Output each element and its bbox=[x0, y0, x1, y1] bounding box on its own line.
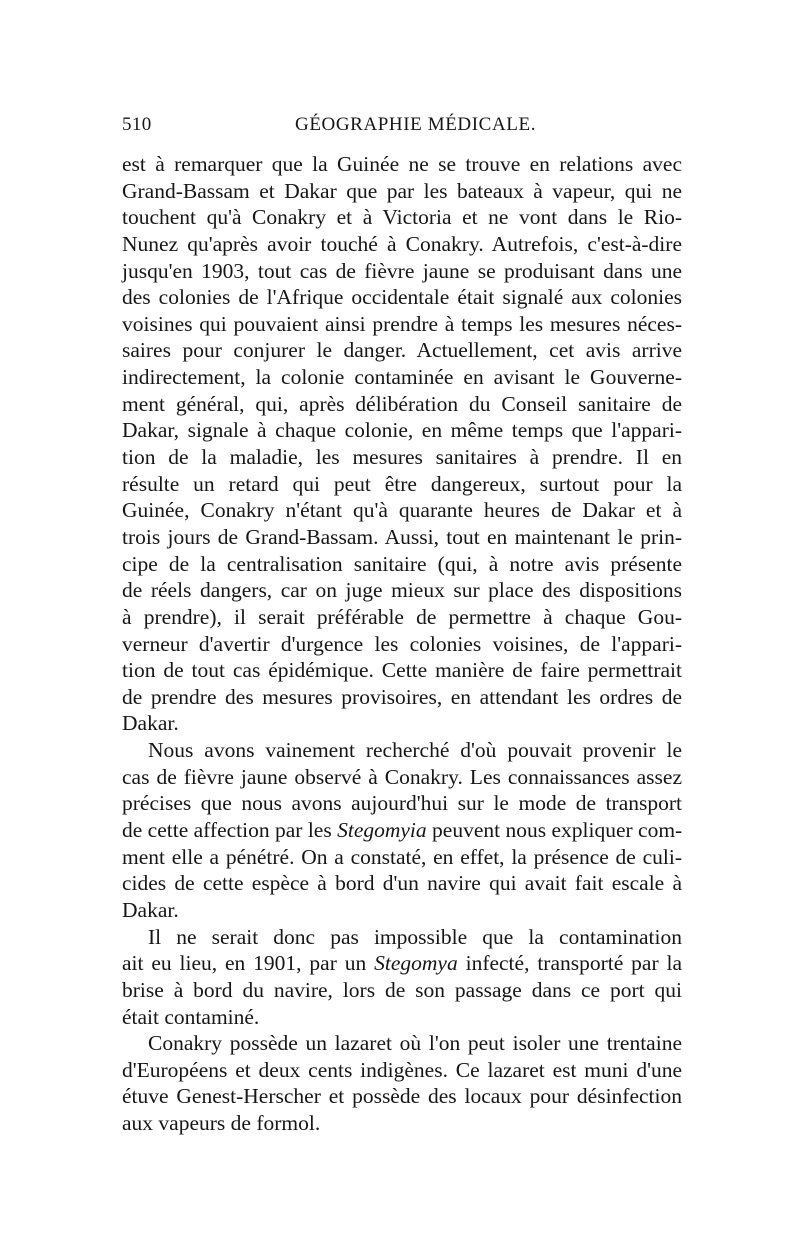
text-line: saires pour conjurer le danger. Actuellement, cet avis arrive bbox=[122, 338, 682, 363]
text-line: aux vapeurs de formol. bbox=[122, 1111, 321, 1136]
text-line: des colonies de l'Afrique occidentale était signalé aux colonies bbox=[122, 285, 682, 310]
running-header bbox=[122, 114, 682, 142]
text-line: voisines qui pouvaient ainsi prendre à temps les mesures néces- bbox=[122, 311, 682, 336]
text-line: Dakar, signale à chaque colonie, en même temps que l'appari- bbox=[122, 418, 682, 443]
text-line: était contaminé. bbox=[122, 1004, 260, 1029]
text-line: Nunez qu'après avoir touché à Conakry. Autrefois, c'est-à-dire bbox=[122, 231, 682, 256]
text-line: ment général, qui, après délibération du Conseil sanitaire de bbox=[122, 391, 682, 416]
text-line bbox=[122, 950, 682, 977]
text-line bbox=[122, 817, 682, 844]
text-run: de cette affection par les bbox=[122, 818, 338, 843]
text-line: de réels dangers, car on juge mieux sur place des dispositions bbox=[122, 578, 682, 603]
text-line: ment elle a pénétré. On a constaté, en effet, la présence de culi- bbox=[122, 844, 682, 869]
text-line: Nous avons vainement recherché d'où pouvait provenir le bbox=[148, 738, 682, 763]
text-line: étuve Genest-Herscher et possède des locaux pour désinfection bbox=[122, 1084, 682, 1109]
body-text bbox=[122, 151, 682, 1137]
text-line: cipe de la centralisation sanitaire (qui, à notre avis présente bbox=[122, 551, 682, 576]
text-line: tion de la maladie, les mesures sanitaires à prendre. Il en bbox=[122, 445, 682, 470]
text-line: brise à bord du navire, lors de son passage dans ce port qui bbox=[122, 977, 682, 1002]
text-run: peuvent nous expliquer com- bbox=[426, 818, 683, 843]
text-line: verneur d'avertir d'urgence les colonies voisines, de l'appari- bbox=[122, 631, 682, 656]
text-line: à prendre), il serait préférable de permettre à chaque Gou- bbox=[122, 604, 682, 629]
text-line: précises que nous avons aujourd'hui sur le mode de transport bbox=[122, 791, 682, 816]
text-line: de prendre des mesures provisoires, en attendant les ordres de bbox=[122, 684, 682, 709]
running-title: GÉOGRAPHIE MÉDICALE. bbox=[295, 114, 537, 135]
text-line: cides de cette espèce à bord d'un navire qui avait fait escale à bbox=[122, 871, 682, 896]
text-line: Grand-Bassam et Dakar que par les bateaux à vapeur, qui ne bbox=[122, 178, 682, 203]
text-line: tion de tout cas épidémique. Cette manière de faire permettrait bbox=[122, 658, 682, 683]
text-line: d'Européens et deux cents indigènes. Ce lazaret est muni d'une bbox=[122, 1057, 682, 1082]
text-line: Guinée, Conakry n'étant qu'à quarante heures de Dakar et à bbox=[122, 498, 682, 523]
text-line: cas de fièvre jaune observé à Conakry. Les connaissances assez bbox=[122, 764, 682, 789]
text-line: jusqu'en 1903, tout cas de fièvre jaune se produisant dans une bbox=[122, 258, 682, 283]
text-run: infecté, transporté par la bbox=[457, 951, 682, 976]
text-line: Il ne serait donc pas impossible que la contamination bbox=[148, 924, 682, 949]
species-name: Stegomya bbox=[374, 951, 458, 976]
species-name: Stegomyia bbox=[337, 818, 427, 843]
text-line: touchent qu'à Conakry et à Victoria et ne vont dans le Rio- bbox=[122, 205, 682, 230]
text-line: Dakar. bbox=[122, 711, 179, 736]
text-line: est à remarquer que la Guinée ne se trouve en relations avec bbox=[122, 152, 682, 176]
text-line: résulte un retard qui peut être dangereux, surtout pour la bbox=[122, 471, 682, 496]
text-line: Conakry possède un lazaret où l'on peut isoler une trentaine bbox=[148, 1031, 682, 1056]
page-number: 510 bbox=[122, 114, 152, 135]
text-run: ait eu lieu, en 1901, par un bbox=[122, 951, 375, 976]
text-line: Dakar. bbox=[122, 897, 179, 922]
text-line: indirectement, la colonie contaminée en avisant le Gouverne- bbox=[122, 365, 682, 390]
text-line: trois jours de Grand-Bassam. Aussi, tout en maintenant le prin- bbox=[122, 524, 682, 549]
